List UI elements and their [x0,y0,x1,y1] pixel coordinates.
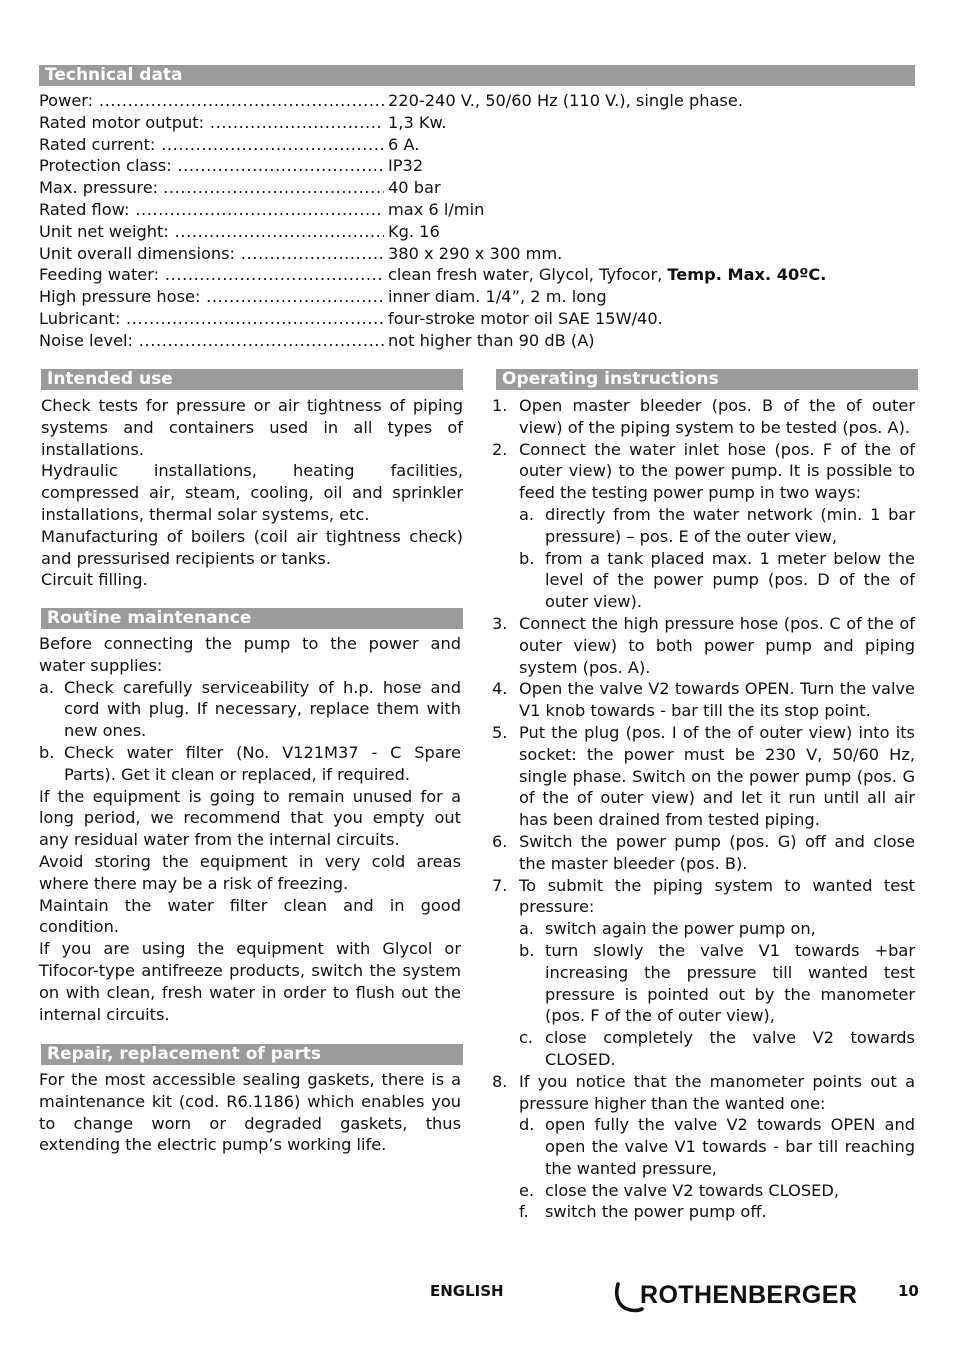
operating-step [492,722,915,831]
step-sub-item [519,1027,915,1071]
sub-item-text: close completely the valve V2 towards CLOSED. [545,1028,915,1069]
spec-value-text: clean fresh water, Glycol, Tyfocor, [388,265,668,285]
step-sub-item [519,504,915,548]
step-content [519,875,915,1071]
routine-paragraph: Avoid storing the equipment in very cold areas where there may be a risk of freezing. [39,851,461,893]
sub-item-letter: d. [519,1115,535,1135]
sub-item-letter: e. [519,1180,535,1200]
technical-data-row [39,90,915,112]
spec-value-text: not higher than 90 dB (A) [388,330,595,350]
step-number: 4. [492,679,508,699]
technical-data-row [39,243,915,265]
sub-item-text: directly from the water network (min. 1 bar pressure) – pos. E of the outer view, [545,504,915,546]
page-number: 10 [898,1282,919,1300]
sub-item-text: switch again the power pump on, [545,919,816,939]
spec-value-text: max 6 l/min [388,199,485,219]
step-sub-item [519,1180,915,1202]
step-content [519,678,915,722]
spec-label: Rated flow: ..... [39,199,384,221]
routine-paragraph: If the equipment is going to remain unused for a long period, we recommend that you empty out any residual water from the internal circuits. [39,786,461,850]
technical-data-row [39,264,915,286]
spec-label: Lubricant: ..... [39,308,384,330]
intended-use-paragraph: Hydraulic installations, heating facilities, compressed air, steam, cooling, oil and sprinkler installations, thermal solar systems, etc. [41,461,463,524]
item-text: Check carefully serviceability of h.p. hose and cord with plug. If necessary, replace them with new ones. [64,677,461,741]
step-number: 8. [492,1071,508,1091]
spec-value-emphasis: Temp. Max. 40ºC. [667,265,827,285]
sub-item-text: turn slowly the valve V1 towards +bar increasing the pressure till wanted test pressure is pointed out by the manometer (pos. F of the of outer view), [545,940,915,1026]
step-number: 7. [492,875,508,895]
step-text: To submit the piping system to wanted test pressure: [519,875,915,917]
technical-data-row [39,286,915,308]
intended-use-heading: Intended use [41,369,463,390]
spec-value [384,308,663,330]
operating-step [492,875,915,1071]
spec-value-text: 1,3 Kw. [388,112,447,132]
step-text: Open the valve V2 towards OPEN. Turn the valve V1 knob towards - bar till the its stop point. [519,679,915,721]
step-number: 6. [492,831,508,851]
spec-value [384,243,562,265]
item-text: Check water filter (No. V121M37 - C Spare Parts). Get it clean or replaced, if required. [64,742,461,784]
spec-value [384,199,484,221]
technical-data-heading: Technical data [39,65,915,86]
routine-paragraph: Maintain the water filter clean and in good condition. [39,895,461,937]
spec-value [384,155,423,177]
technical-data-row [39,177,915,199]
sub-item-letter: a. [519,504,535,524]
spec-value [384,221,440,243]
spec-label: Power: ..... [39,90,384,112]
step-content [519,1071,915,1224]
spec-value-text: Kg. 16 [388,221,440,241]
item-letter: a. [39,677,55,697]
step-number: 3. [492,613,508,633]
step-text: Put the plug (pos. I of the of outer view) into its socket: the power must be 230 V, 50/60 Hz, single phase. Switch on the power pump (pos. G of the of outer view) and let it run until all air has been drained from tested piping. [519,722,915,830]
step-content [519,439,915,613]
technical-data-row [39,134,915,156]
spec-label: Unit net weight: ..... [39,221,384,243]
step-sub-item [519,1114,915,1179]
item-letter: b. [39,742,55,762]
operating-step [492,1071,915,1224]
spec-label: Protection class: ..... [39,155,384,177]
technical-data-row [39,308,915,330]
sub-item-letter: b. [519,548,535,568]
step-sub-item [519,1201,915,1223]
spec-value [384,134,419,156]
step-content [519,722,915,831]
intended-use-paragraph: Circuit filling. [41,570,148,590]
spec-value-text: 6 A. [388,134,420,154]
step-content [519,831,915,875]
spec-label: Rated motor output: ..... [39,112,384,134]
routine-check-item [39,742,461,786]
spec-value [384,112,446,134]
intended-use-text [41,395,463,591]
routine-paragraph: If you are using the equipment with Glycol or Tifocor-type antifreeze products, switch the system on with clean, fresh water in order to flush out the internal circuits. [39,939,461,1024]
spec-value-text: 380 x 290 x 300 mm. [388,243,563,263]
technical-data-row [39,112,915,134]
spec-value-text: 40 bar [388,178,441,198]
routine-maintenance-text [39,633,461,1025]
sub-item-text: open fully the valve V2 towards OPEN and open the valve V1 towards - bar till reaching the wanted pressure, [545,1115,915,1178]
spec-value [384,264,826,286]
sub-item-text: switch the power pump off. [545,1202,767,1222]
brand-name: ROTHENBERGER [640,1281,858,1309]
sub-item-text: from a tank placed max. 1 meter below the level of the power pump (pos. D of the of outer view). [545,548,915,612]
technical-data-row [39,155,915,177]
step-text: Open master bleeder (pos. B of the of outer view) of the piping system to be tested (pos. A). [519,396,915,437]
operating-step [492,613,915,678]
spec-value-text: IP32 [388,156,424,176]
routine-check-item [39,677,461,742]
spec-value-text: inner diam. 1/4”, 2 m. long [388,287,607,307]
step-sub-item [519,548,915,613]
repair-paragraph: For the most accessible sealing gaskets, there is a maintenance kit (cod. R6.1186) which enables you to change worn or degraded gaskets, thus extending the electric pump’s working life. [39,1070,461,1155]
routine-maintenance-heading: Routine maintenance [41,608,463,629]
technical-data-table [39,90,915,352]
sub-item-text: close the valve V2 towards CLOSED, [545,1180,839,1200]
spec-value-text: four-stroke motor oil SAE 15W/40. [388,308,663,328]
operating-step [492,831,915,875]
technical-data-row [39,199,915,221]
spec-value-text: 220-240 V., 50/60 Hz (110 V.), single phase. [388,91,743,110]
operating-step [492,678,915,722]
rothenberger-logo [614,1278,857,1318]
intended-use-paragraph: Manufacturing of boilers (coil air tightness check) and pressurised recipients or tanks. [41,526,463,568]
operating-step [492,395,915,439]
step-number: 1. [492,396,508,415]
spec-label: Noise level: ..... [39,330,384,352]
spec-label: Unit overall dimensions: ..... [39,243,384,265]
spec-label: Feeding water: ..... [39,264,384,286]
step-content [519,395,915,439]
step-content [519,613,915,678]
spec-label: Max. pressure: ..... [39,177,384,199]
sub-item-letter: a. [519,919,535,939]
spec-value [384,286,607,308]
repair-text [39,1069,461,1156]
intended-use-paragraph: Check tests for pressure or air tightness of piping systems and containers used in all types of installations. [41,396,463,459]
technical-data-row [39,221,915,243]
spec-label: Rated current: ..... [39,134,384,156]
operating-instructions-heading: Operating instructions [496,369,918,390]
sub-item-letter: c. [519,1028,534,1048]
operating-instructions-list [492,395,915,1223]
operating-step [492,439,915,613]
step-text: Connect the high pressure hose (pos. C of the of outer view) to both power pump and piping system (pos. A). [519,613,915,677]
repair-heading: Repair, replacement of parts [41,1044,463,1065]
spec-value [384,177,441,199]
step-text: If you notice that the manometer points out a pressure higher than the wanted one: [519,1071,915,1113]
routine-intro: Before connecting the pump to the power and water supplies: [39,634,461,675]
step-sub-item [519,918,915,940]
spec-value [384,330,595,352]
sub-item-letter: b. [519,940,535,960]
step-text: Connect the water inlet hose (pos. F of the of outer view) to the power pump. It is possible to feed the testing power pump in two ways: [519,439,915,503]
step-sub-item [519,940,915,1027]
step-text: Switch the power pump (pos. G) off and close the master bleeder (pos. B). [519,831,915,873]
sub-item-letter: f. [519,1202,529,1222]
spec-value [384,90,743,112]
footer-language: ENGLISH [430,1282,504,1300]
spec-label: High pressure hose: ..... [39,286,384,308]
step-number: 2. [492,439,508,459]
technical-data-row [39,330,915,352]
step-number: 5. [492,722,508,742]
